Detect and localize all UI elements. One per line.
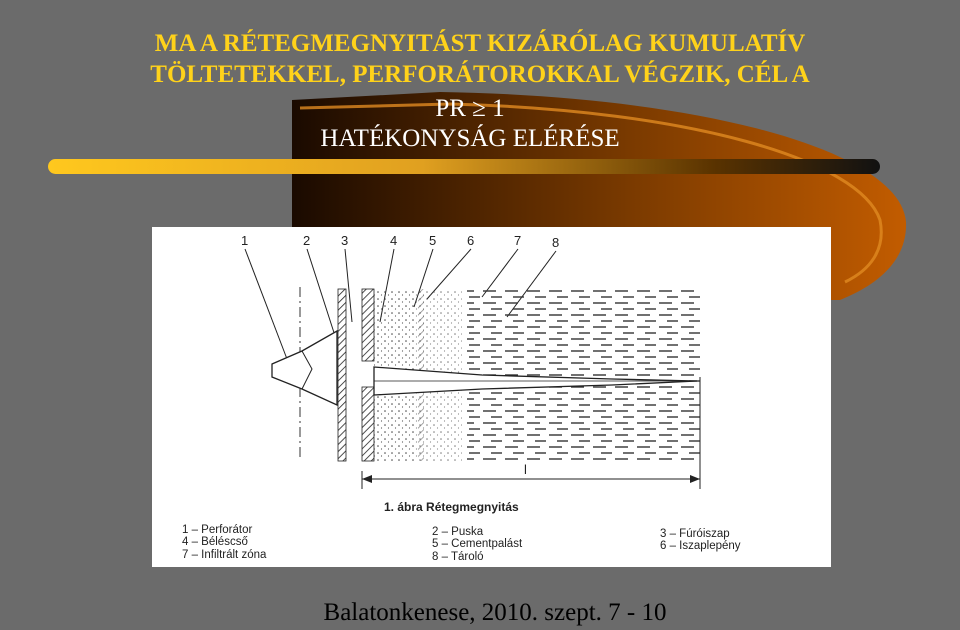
legend-item-5: 5 – Cementpalást [432,538,523,550]
diagram-number-4: 4 [390,233,398,248]
legend-item-6: 6 – Iszaplepény [660,540,741,552]
diagram-number-8: 8 [552,235,560,250]
title-line-2: TÖLTETEKKEL, PERFORÁTOROKKAL VÉGZIK, CÉL A [150,61,810,88]
diagram-number-6: 6 [467,233,475,248]
diagram-number-7: 7 [514,233,522,248]
legend-item-1: 1 – Perforátor [182,524,253,536]
perforation-diagram [152,227,831,567]
subtitle-line-1: PR ≥ 1 [435,95,505,122]
dimension-arrow-left [362,475,372,483]
legend-item-3: 3 – Fúróiszap [660,528,730,540]
slide-footer: Balatonkenese, 2010. szept. 7 - 10 [323,599,667,626]
diagram-number-3: 3 [341,233,349,248]
perforator-shape [272,331,337,405]
dimension-arrow-right [690,475,700,483]
title-line-1: MA A RÉTEGMEGNYITÁST KIZÁRÓLAG KUMULATÍV [154,30,806,57]
dimension-label: l [524,462,527,477]
accent-bar [48,159,880,174]
subtitle-line-2: HATÉKONYSÁG ELÉRÉSE [320,125,620,152]
casing-lower [362,387,374,461]
legend-item-4: 4 – Béléscső [182,536,248,548]
legend-item-2: 2 – Puska [432,526,484,538]
figure-caption: 1. ábra Rétegmegnyitás [384,500,519,514]
casing-upper [362,289,374,361]
diagram-number-1: 1 [241,233,249,248]
legend-item-7: 7 – Infiltrált zóna [182,549,267,561]
borehole-wall [338,289,346,461]
diagram-number-5: 5 [429,233,437,248]
slide-subtitle [280,94,660,154]
figure-legend [182,524,741,563]
diagram-number-2: 2 [303,233,311,248]
slide-title [20,28,940,90]
legend-item-8: 8 – Tároló [432,551,484,563]
